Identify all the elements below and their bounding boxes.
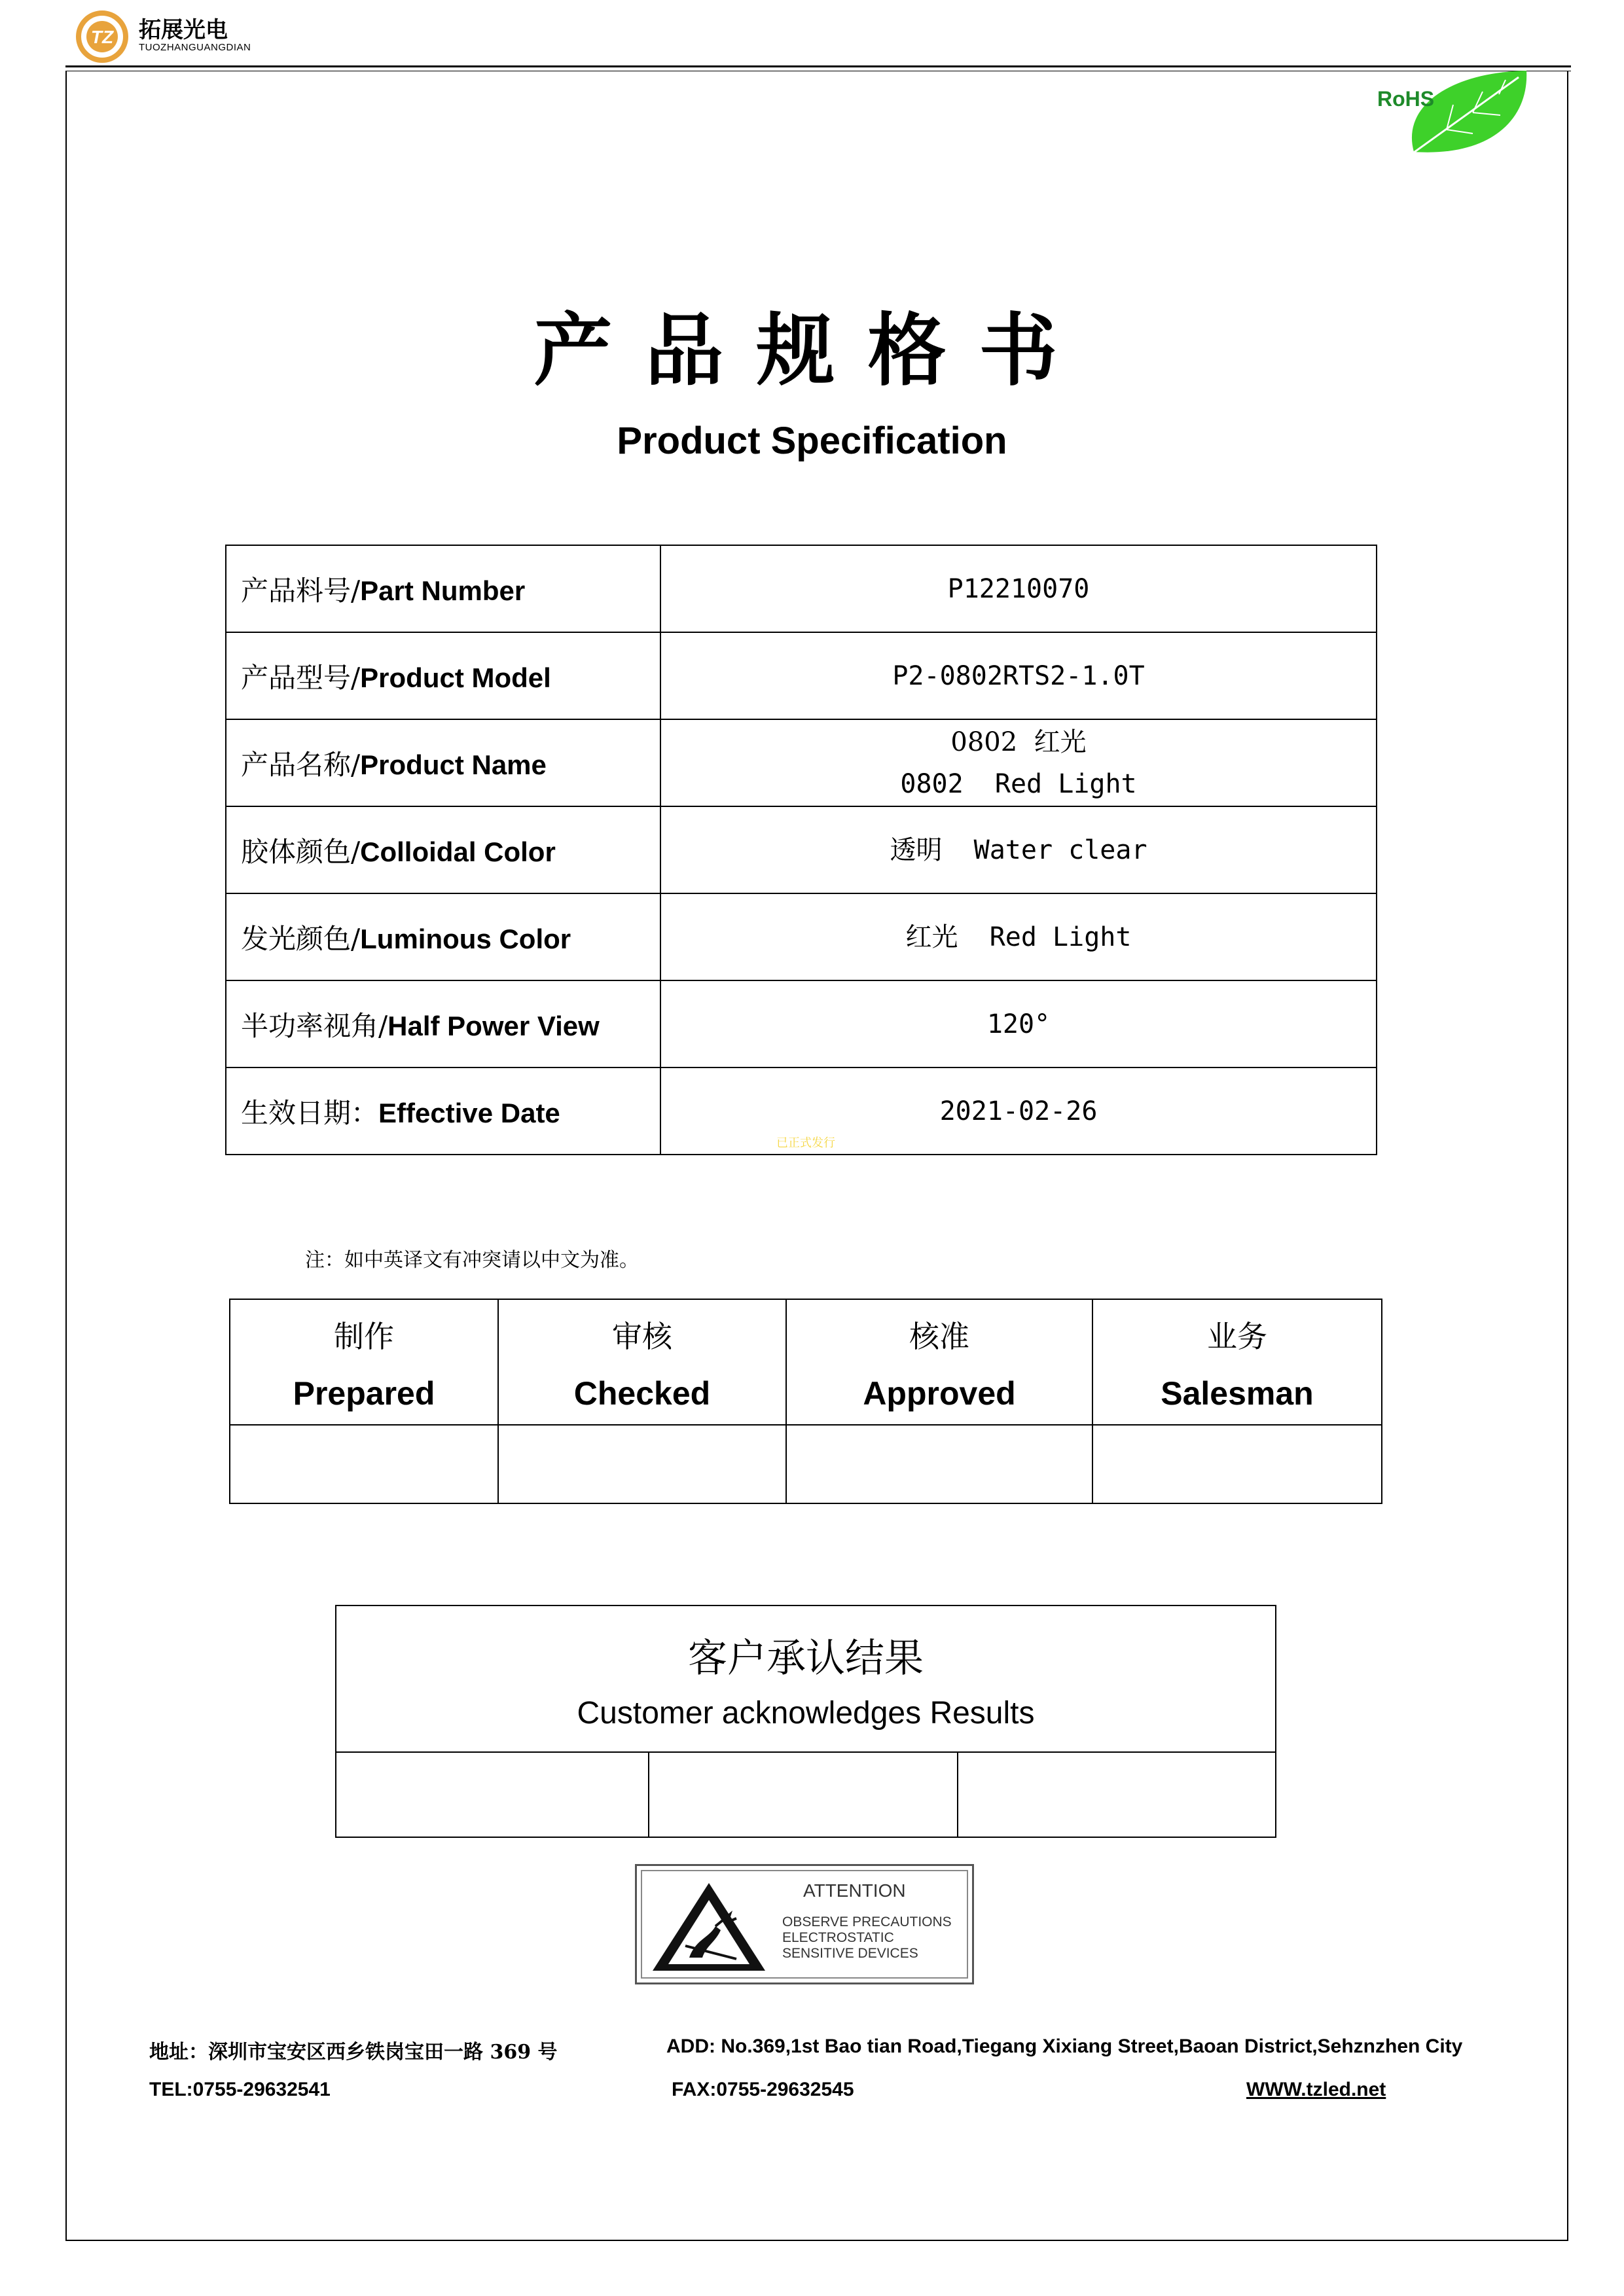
spec-value-colloidal-color: 透明 Water clear: [660, 806, 1377, 893]
logo-text: TZ: [90, 27, 114, 47]
company-name-cn: 拓展光电: [139, 17, 228, 43]
customer-result-table: [335, 1605, 1276, 1838]
translation-note: 注：如中英译文有冲突请以中文为准。: [305, 1249, 639, 1272]
spec-label: 半功率视角/Half Power View: [226, 980, 660, 1067]
signoff-header-checked: 审核 Checked: [498, 1299, 786, 1425]
table-row: [226, 806, 1377, 893]
esd-attention-box: [635, 1864, 974, 1984]
spec-label: 发光颜色/Luminous Color: [226, 893, 660, 980]
table-row: [336, 1752, 1276, 1837]
spec-label: 产品料号/Part Number: [226, 545, 660, 632]
attention-line: SENSITIVE DEVICES: [782, 1946, 918, 1961]
table-row: [226, 980, 1377, 1067]
address-cn: 地址：深圳市宝安区西乡铁岗宝田一路 369 号: [149, 2041, 558, 2064]
signoff-header-salesman: 业务 Salesman: [1092, 1299, 1382, 1425]
esd-warning-icon: [650, 1880, 768, 1973]
spec-value-part-number: P12210070: [660, 545, 1377, 632]
customer-cell: [336, 1752, 649, 1837]
table-row: [230, 1299, 1382, 1425]
company-name-en: TUOZHANGUANGDIAN: [139, 42, 251, 53]
spec-value-half-power-view: 120°: [660, 980, 1377, 1067]
fax-number: FAX:0755-29632545: [672, 2079, 854, 2100]
rohs-leaf-icon: [1375, 65, 1532, 164]
signoff-cell-approved: [786, 1425, 1092, 1503]
signoff-header-prepared: 制作 Prepared: [230, 1299, 498, 1425]
signoff-header-approved: 核准 Approved: [786, 1299, 1092, 1425]
table-row: [226, 632, 1377, 719]
spec-value-effective-date: 2021-02-26: [660, 1067, 1377, 1155]
customer-cell: [958, 1752, 1276, 1837]
signoff-cell-salesman: [1092, 1425, 1382, 1503]
website-link[interactable]: WWW.tzled.net: [1246, 2079, 1386, 2100]
attention-line: ELECTROSTATIC: [782, 1930, 894, 1945]
customer-result-header: 客户承认结果 Customer acknowledges Results: [336, 1605, 1276, 1752]
signoff-cell-prepared: [230, 1425, 498, 1503]
page-title-cn: 产品规格书: [533, 304, 1091, 397]
signoff-cell-checked: [498, 1425, 786, 1503]
spec-value-luminous-color: 红光 Red Light: [660, 893, 1377, 980]
header-rule: [65, 65, 1571, 67]
telephone: TEL:0755-29632541: [149, 2079, 331, 2100]
signoff-table: [229, 1299, 1382, 1504]
customer-cell: [649, 1752, 958, 1837]
page-title-en: Product Specification: [617, 420, 1007, 462]
table-row: [336, 1605, 1276, 1752]
company-logo: [76, 10, 128, 63]
spec-label: 产品型号/Product Model: [226, 632, 660, 719]
spec-label: 产品名称/Product Name: [226, 719, 660, 806]
table-row: [230, 1425, 1382, 1503]
spec-value-product-model: P2-0802RTS2-1.0T: [660, 632, 1377, 719]
spec-value-product-name: 0802 红光 0802 Red Light: [660, 719, 1377, 806]
spec-label: 胶体颜色/Colloidal Color: [226, 806, 660, 893]
spec-table: [225, 545, 1377, 1155]
attention-line: OBSERVE PRECAUTIONS: [782, 1914, 952, 1929]
table-row: [226, 719, 1377, 806]
release-stamp: 已正式发行: [776, 1136, 835, 1150]
attention-title: ATTENTION: [803, 1880, 906, 1901]
spec-label: 生效日期：Effective Date: [226, 1067, 660, 1155]
address-en: ADD: No.369,1st Bao tian Road,Tiegang Xixiang Street,Baoan District,Sehznzhen City: [666, 2036, 1463, 2057]
table-row: [226, 545, 1377, 632]
table-row: [226, 893, 1377, 980]
rohs-label: RoHS: [1377, 87, 1435, 111]
